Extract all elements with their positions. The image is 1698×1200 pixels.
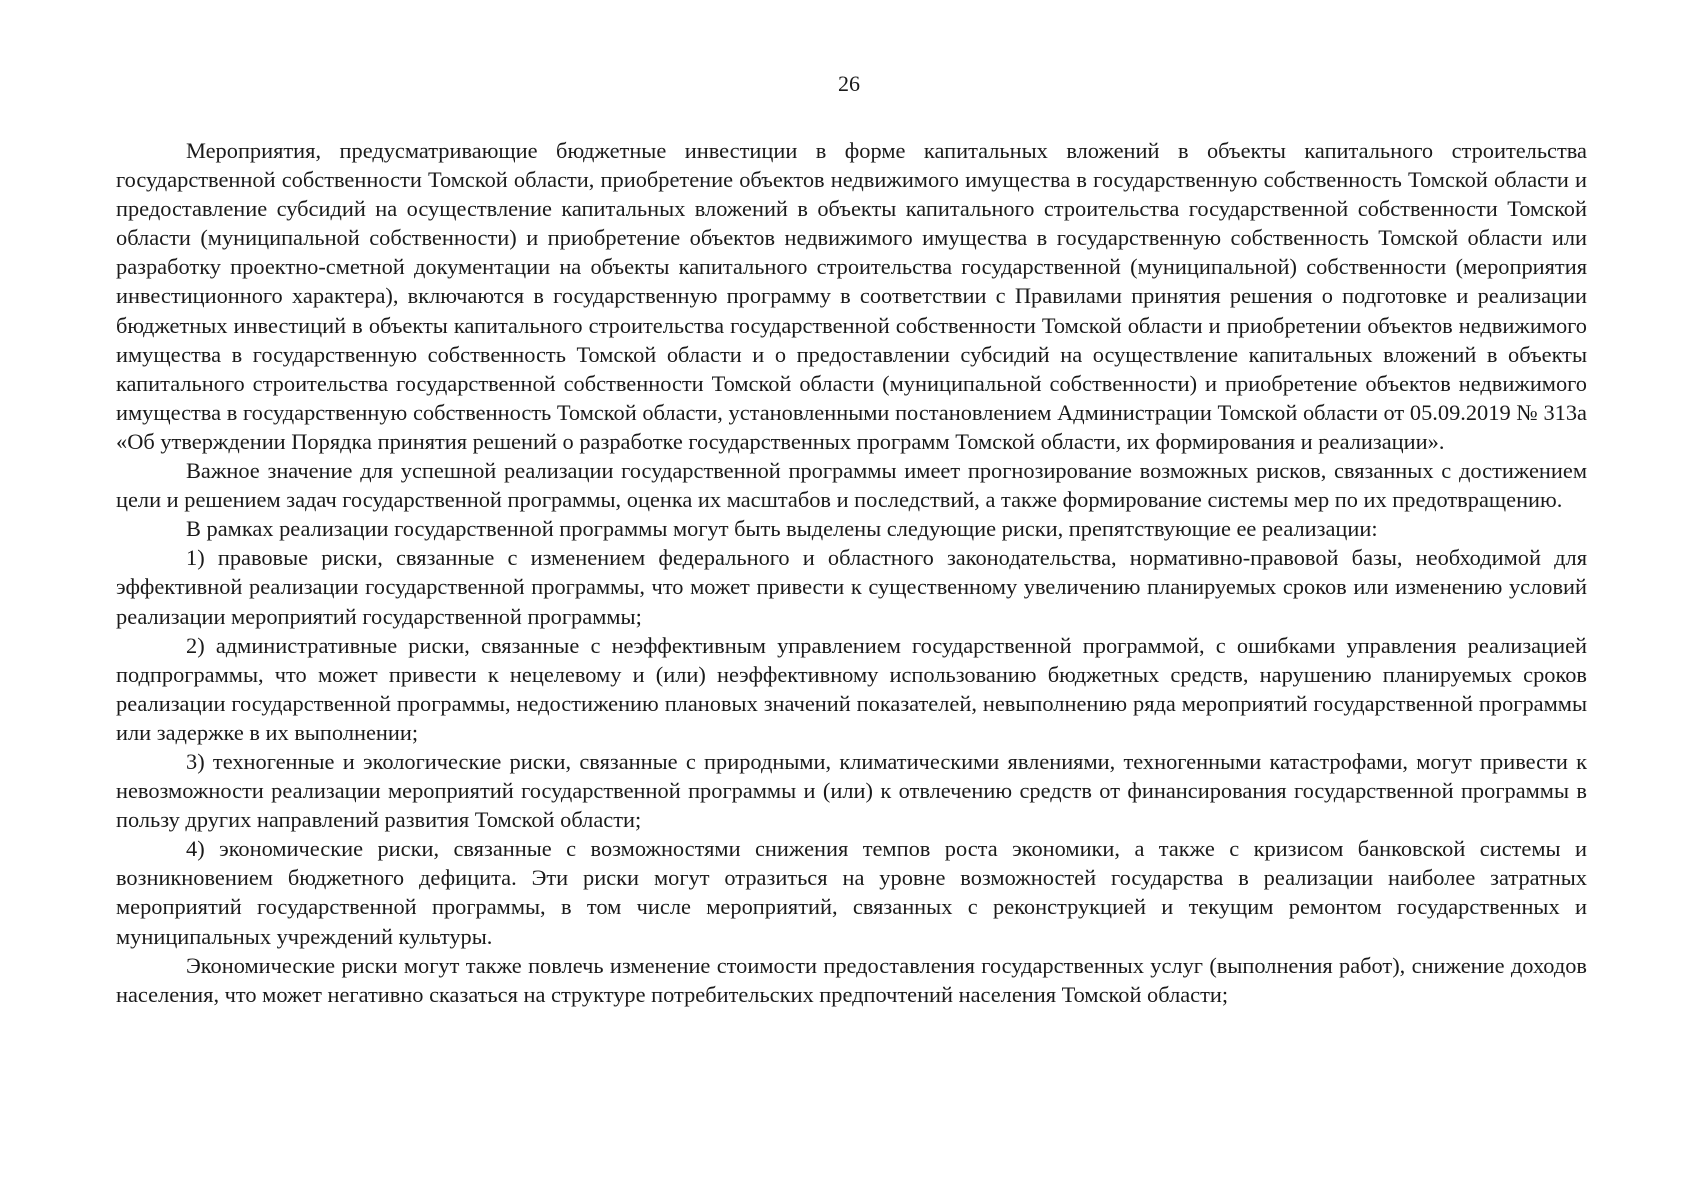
paragraph-risks-intro: В рамках реализации государственной программы могут быть выделены следующие риски, препятствующие ее реализации: (186, 516, 1378, 542)
list-item-administrative-risks: 2) административные риски, связанные с неэффективным управлением государственной программой, с ошибками управления реализацией подпрограммы, что может привести к нецелевому и (или) неэффективному использованию бюджетных средств, нарушению планируемых сроков реализации государственной программы, недостижению плановых значений показателей, невыполнению ряда мероприятий государственной программы или задержке в их выполнении; (116, 632, 1587, 745)
list-item-technogenic-risks: 3) техногенные и экологические риски, связанные с природными, климатическими явлениями, техногенными катастрофами, могут привести к невозможности реализации мероприятий государственной программы и (или) к отвлечению средств от финансирования государственной программы в пользу других направлений развития Томской области; (116, 748, 1587, 833)
document-body (116, 136, 1587, 1009)
list-item-economic-risks: 4) экономические риски, связанные с возможностями снижения темпов роста экономики, а также с кризисом банковской системы и возникновением бюджетного дефицита. Эти риски могут отразиться на уровне возможностей государства в реализации наиболее затратных мероприятий государственной программы, в том числе мероприятий, связанных с реконструкцией и текущим ремонтом государственных и муниципальных учреждений культуры. (116, 836, 1587, 949)
list-item-legal-risks: 1) правовые риски, связанные с изменением федерального и областного законодательства, нормативно-правовой базы, необходимой для эффективной реализации государственной программы, что может привести к существенному увеличению планируемых сроков или изменению условий реализации мероприятий государственной программы; (116, 545, 1587, 629)
paragraph-investment-measures: Мероприятия, предусматривающие бюджетные инвестиции в форме капитальных вложений в объекты капитального строительства государственной собственности Томской области, приобретение объектов недвижимого имущества в государственную собственность Томской области и предоставление субсидий на осуществление капитальных вложений в объекты капитального строительства государственной собственности Томской области (муниципальной собственности) и приобретение объектов недвижимого имущества в государственную собственность Томской области или разработку проектно-сметной документации на объекты капитального строительства государственной (муниципальной) собственности (мероприятия инвестиционного характера), включаются в государственную программу в соответствии с Правилами принятия решения о подготовке и реализации бюджетных инвестиций в объекты капитального строительства государственной собственности Томской области и приобретении объектов недвижимого имущества в государственную собственность Томской области и о предоставлении субсидий на осуществление капитальных вложений в объекты капитального строительства государственной собственности Томской области (муниципальной собственности) и приобретение объектов недвижимого имущества в государственную собственность Томской области, установленными постановлением Администрации Томской области от 05.09.2019 № 313а «Об утверждении Порядка принятия решений о разработке государственных программ Томской области, их формирования и реализации». (116, 138, 1587, 454)
paragraph-risk-forecasting: Важное значение для успешной реализации государственной программы имеет прогнозирование возможных рисков, связанных с достижением цели и решением задач государственной программы, оценка их масштабов и последствий, а также формирование системы мер по их предотвращению. (116, 458, 1587, 513)
paragraph-economic-risks-consequences: Экономические риски могут также повлечь изменение стоимости предоставления государственных услуг (выполнения работ), снижение доходов населения, что может негативно сказаться на структуре потребительских предпочтений населения Томской области; (116, 952, 1587, 1007)
page-number: 26 (838, 71, 860, 96)
